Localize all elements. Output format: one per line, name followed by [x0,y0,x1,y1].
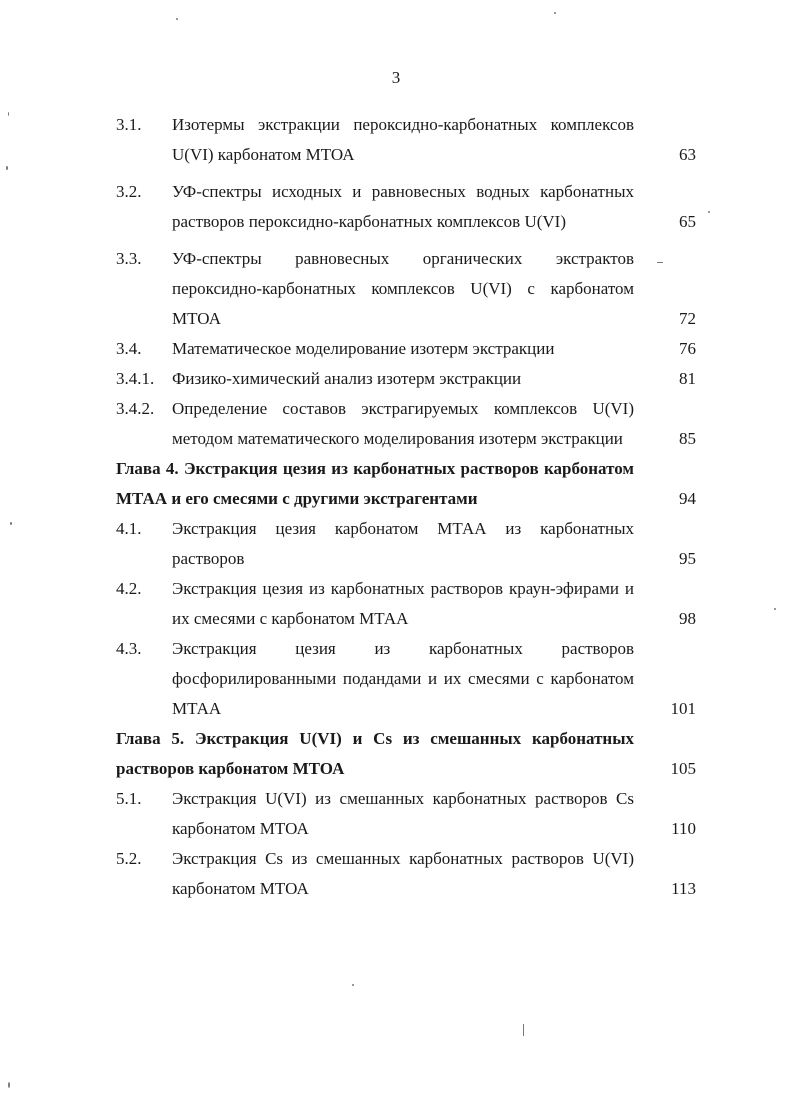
scan-speck [8,1082,10,1088]
toc-entry-4-2 [116,574,700,634]
toc-entry-5-2 [116,844,700,904]
toc-entry-page: 98 [679,609,696,628]
scan-speck [774,608,776,610]
toc-entry-page: 76 [679,339,696,358]
toc-entry-page: 85 [679,429,696,448]
scan-speck [523,1024,524,1036]
toc-entry-chapter-5 [116,724,700,784]
toc-entry-number: 4.1. [116,519,142,538]
toc-entry-page: 113 [671,879,696,898]
toc-entry-5-1 [116,784,700,844]
toc-entry-page: 72 [679,309,696,328]
toc-entry-page: 81 [679,369,696,388]
toc-entry-4-3 [116,634,700,724]
toc-entry-title: Экстракция цезия из карбонатных растворов фосфорилированными подандами и их смесями с карбонатом МТАА [172,639,634,718]
toc-entry-number: 3.2. [116,182,142,201]
scan-speck [176,18,178,20]
toc-entry-title: УФ-спектры исходных и равновесных водных карбонатных растворов пероксидно-карбонатных комплексов U(VI) [172,182,634,231]
toc-entry-page: 110 [671,819,696,838]
toc-entry-number: 3.1. [116,115,142,134]
toc-entry-number: 4.3. [116,639,142,658]
toc-entry-3-4-2 [116,394,700,454]
toc-entry-number: 5.1. [116,789,142,808]
toc-entry-title: Определение составов экстрагируемых комплексов U(VI) методом математического моделирования изотерм экстракции [172,399,634,448]
toc-entry-title: Экстракция Cs из смешанных карбонатных растворов U(VI) карбонатом МТОА [172,849,634,898]
page-number: 3 [391,68,401,87]
toc-entry-title: Физико-химический анализ изотерм экстракции [172,369,522,388]
toc-entry-chapter-4 [116,454,700,514]
toc-entry-3-2 [116,177,700,237]
toc-entry-page: 94 [679,489,696,508]
toc-chapter-title: Глава 5. Экстракция U(VI) и Cs из смешанных карбонатных растворов карбонатом МТОА [116,729,634,778]
toc-entry-3-4 [116,334,700,364]
scan-speck [657,262,663,263]
toc-entry-page: 65 [679,212,696,231]
toc-entry-3-1 [116,110,700,170]
toc-entry-3-3 [116,244,700,334]
scan-speck [8,112,9,116]
toc-entry-title: УФ-спектры равновесных органических экстрактов пероксидно-карбонатных комплексов U(VI) с карбонатом МТОА [172,249,634,328]
toc-entry-title: Экстракция цезия карбонатом МТАА из карбонатных растворов [172,519,634,568]
table-of-contents [116,110,700,904]
scan-speck [708,211,710,213]
toc-entry-number: 3.4.2. [116,399,155,418]
toc-entry-title: Изотермы экстракции пероксидно-карбонатных комплексов U(VI) карбонатом МТОА [172,115,634,164]
toc-entry-number: 4.2. [116,579,142,598]
toc-entry-page: 63 [679,145,696,164]
scan-speck [6,166,8,170]
scan-speck [352,984,354,986]
toc-entry-page: 105 [670,759,696,778]
toc-entry-3-4-1 [116,364,700,394]
toc-entry-number: 5.2. [116,849,142,868]
toc-entry-number: 3.4. [116,339,142,358]
toc-entry-4-1 [116,514,700,574]
toc-entry-title: Математическое моделирование изотерм экстракции [172,339,555,358]
toc-chapter-title: Глава 4. Экстракция цезия из карбонатных растворов карбонатом МТАА и его смесями с другими экстрагентами [116,459,634,508]
scan-speck [10,522,12,525]
toc-entry-title: Экстракция U(VI) из смешанных карбонатных растворов Cs карбонатом МТОА [172,789,634,838]
toc-entry-page: 101 [670,699,696,718]
scan-speck [554,12,556,14]
toc-entry-number: 3.4.1. [116,369,155,388]
toc-entry-number: 3.3. [116,249,142,268]
toc-entry-title: Экстракция цезия из карбонатных растворов краун-эфирами и их смесями с карбонатом МТАА [172,579,634,628]
toc-entry-page: 95 [679,549,696,568]
